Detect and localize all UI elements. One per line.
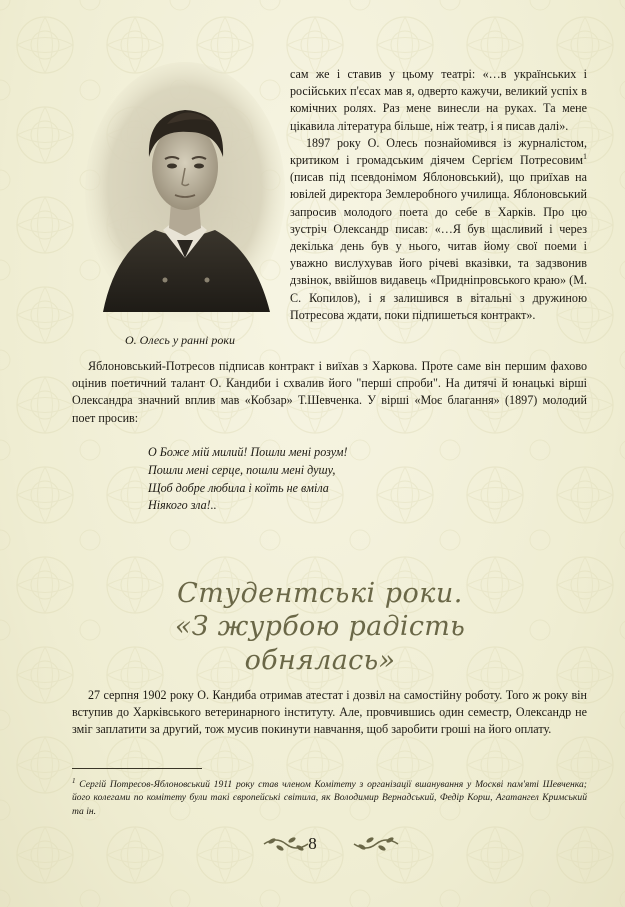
paragraph-2-end: (писав під псевдонімом Яблоновський), що приїхав на ювілей директора Землеробного училища. Яблоновський запросив молодого поета до себе в Харків. Про цю зустріч Олександр писав: «…Я був щасливий і через декілька день був у нього, читав йому свої поеми і уважно вислухував його річеві вказівки, та задзвонив дзвінок, ввійшов видавець «Придніпровського краю» (М. С. Копилов), і я залишився в вітальні з дружиною Потресова ждати, поки підпишеться контракт». [290, 170, 587, 322]
section-text [72, 687, 587, 739]
paragraph-3: Яблоновський-Потресов підписав контракт і виїхав з Харкова. Проте саме він першим фахово оцінив поетичний талант О. Кандиби і схвалив його "перші спроби". На дитячі й юнацькі вірші Олександра значний вплив мав «Кобзар» Т.Шевченка. У вірші «Моє благання» (1897) молодий поет просив: [72, 359, 587, 425]
poem-line: О Боже мій милий! Пошли мені розум! [148, 445, 348, 459]
poem-line: Щоб добре любила і коїть не вміла [148, 480, 329, 495]
portrait-photo [85, 62, 285, 322]
page-number: 8 [308, 834, 317, 853]
paragraph-4: 27 серпня 1902 року О. Кандиба отримав атестат і дозвіл на самостійну роботу. Того ж року він вступив до Харківського ветеринарного інституту. Але, провчившись один семестр, Олександр не зміг заплатити за другий, тож мусив покинути навчання, щоб заробити гроші на його оплату. [72, 688, 587, 737]
section-heading [150, 578, 490, 678]
section-subtitle: «З журбою радість обнялась» [174, 611, 466, 676]
footnote-ref: 1 [583, 151, 587, 161]
footnote [72, 778, 587, 818]
paragraph-2 [290, 135, 587, 324]
footnote-text: Сергій Потресов-Яблоновський 1911 року став членом Комітету з організації вшанування у Москві пам'яті Шевченка; його колегами по комітету були такі європейські світила, як Володимир Вернадський, Федір Корш, Агатангел Кримський та ін. [72, 779, 587, 817]
full-width-text [72, 358, 587, 427]
right-ornament-icon [352, 834, 400, 854]
section-title: Студентські роки. [177, 578, 463, 609]
photo-caption: О. Олесь у ранні роки [125, 333, 235, 347]
footnote-number: 1 [72, 776, 76, 785]
poem-quote [148, 444, 448, 515]
paragraph-2-start: 1897 року О. Олесь познайомився із журналістом, критиком і громадським діячем Сергієм Потресовим [290, 135, 587, 168]
column-text [290, 66, 587, 324]
poem-line: Ніякого зла!.. [148, 498, 217, 513]
paragraph-1: сам же і ставив у цьому театрі: «…в українських і російських п'єсах мав я, одверто кажучи, великий успіх в комічних ролях. Раз мене винесли на руках. Та мене цікавила література більше, ніж театр, і я писав далі». [290, 67, 587, 133]
footnote-divider [72, 768, 202, 769]
poem-line: Пошли мені серце, пошли мені душу, [148, 462, 336, 477]
